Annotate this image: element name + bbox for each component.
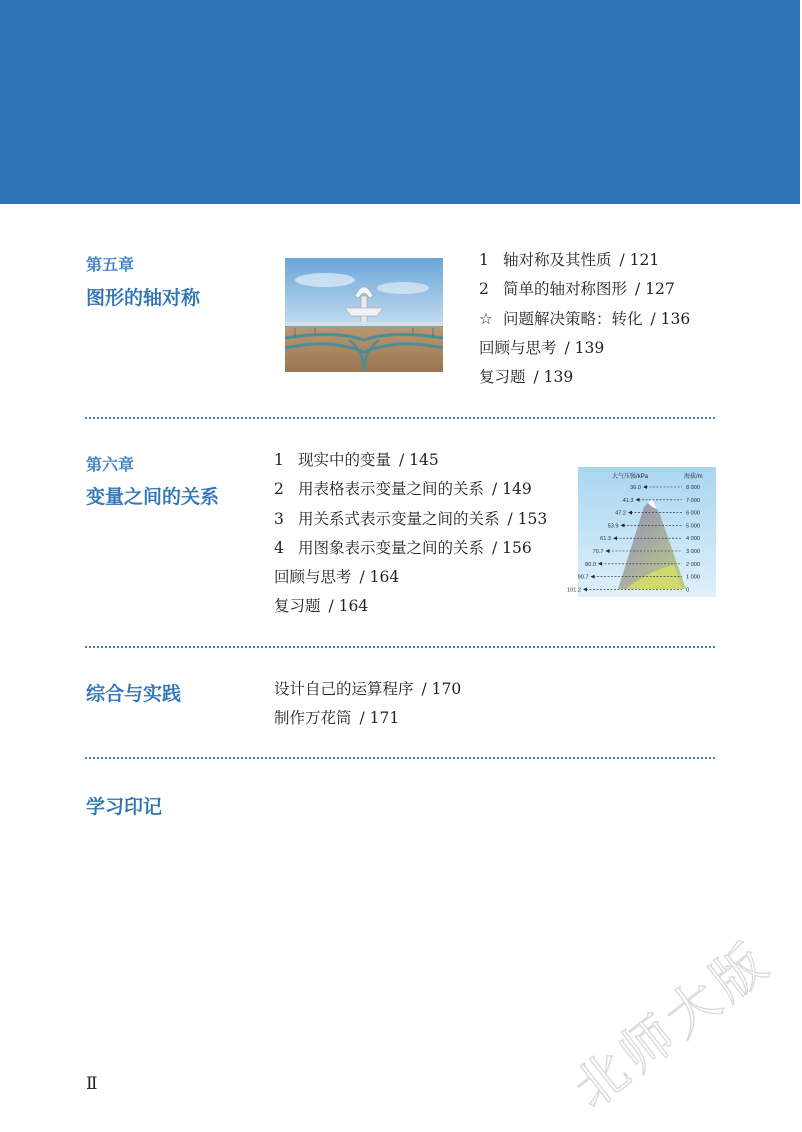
altitude-value: 4 000	[686, 536, 700, 543]
toc-item[interactable]: 回顾与思考 / 164	[274, 568, 400, 587]
pressure-value: 47.2	[615, 510, 626, 517]
pressure-value: 101.2	[567, 587, 581, 594]
publisher-watermark	[552, 880, 802, 1120]
altitude-value: 6 000	[686, 510, 700, 517]
pressure-value: 41.3	[622, 497, 634, 504]
chapter5-label: 第五章	[86, 255, 135, 274]
chapter6-title: 变量之间的关系	[86, 486, 220, 508]
section-divider	[85, 757, 715, 759]
altitude-value: 3 000	[686, 549, 700, 555]
toc-item[interactable]: 1 现实中的变量 / 145	[274, 451, 439, 469]
altitude-value: 0	[686, 587, 690, 594]
bridge-photo	[285, 258, 443, 372]
toc-item[interactable]: 2 用表格表示变量之间的关系 / 149	[274, 480, 532, 499]
toc-item[interactable]: 1 轴对称及其性质 / 121	[479, 251, 660, 269]
toc-item[interactable]: 设计自己的运算程序 / 170	[274, 680, 462, 698]
toc-item[interactable]: 复习题 / 164	[274, 597, 369, 616]
page-number: Ⅱ	[86, 1074, 98, 1094]
altitude-value: 1 000	[686, 574, 700, 581]
section-divider	[85, 417, 715, 419]
pressure-altitude-figure	[567, 467, 716, 597]
pressure-value: 53.9	[607, 523, 619, 530]
practice-title: 综合与实践	[86, 683, 182, 705]
toc-item[interactable]: 3 用关系式表示变量之间的关系 / 153	[274, 509, 548, 528]
toc-item[interactable]: 2 简单的轴对称图形 / 127	[479, 280, 675, 299]
svg-text:北师大版: 北师大版	[563, 930, 783, 1121]
altitude-value: 7 000	[686, 497, 700, 504]
chapter5-toc	[479, 246, 690, 392]
chapter6-toc	[274, 446, 547, 622]
toc-item[interactable]: ☆ 问题解决策略：转化 / 136	[479, 309, 691, 328]
altitude-value: 5 000	[686, 523, 700, 530]
toc-item[interactable]: 制作万花筒 / 171	[274, 709, 400, 728]
pressure-value: 36.0	[630, 485, 641, 491]
pressure-value: 70.7	[592, 549, 604, 555]
section-divider	[85, 646, 715, 648]
altitude-value: 8 000	[686, 485, 700, 491]
toc-item[interactable]: 回顾与思考 / 139	[479, 338, 605, 357]
chapter5-title: 图形的轴对称	[86, 287, 201, 309]
chapter6-label: 第六章	[86, 455, 135, 474]
altitude-value: 2 000	[686, 561, 700, 568]
header-band	[0, 0, 800, 204]
pressure-value: 61.3	[600, 536, 611, 543]
pressure-header: 大气压强/kPa	[612, 474, 649, 480]
altitude-header: 海拔/m	[684, 474, 703, 480]
toc-item[interactable]: 复习题 / 139	[479, 368, 574, 387]
toc-item[interactable]: 4 用图象表示变量之间的关系 / 156	[274, 538, 532, 557]
pressure-value: 90.7	[577, 574, 589, 581]
pressure-value: 80.0	[585, 561, 596, 568]
practice-toc	[274, 675, 461, 734]
notes-title: 学习印记	[86, 796, 163, 818]
